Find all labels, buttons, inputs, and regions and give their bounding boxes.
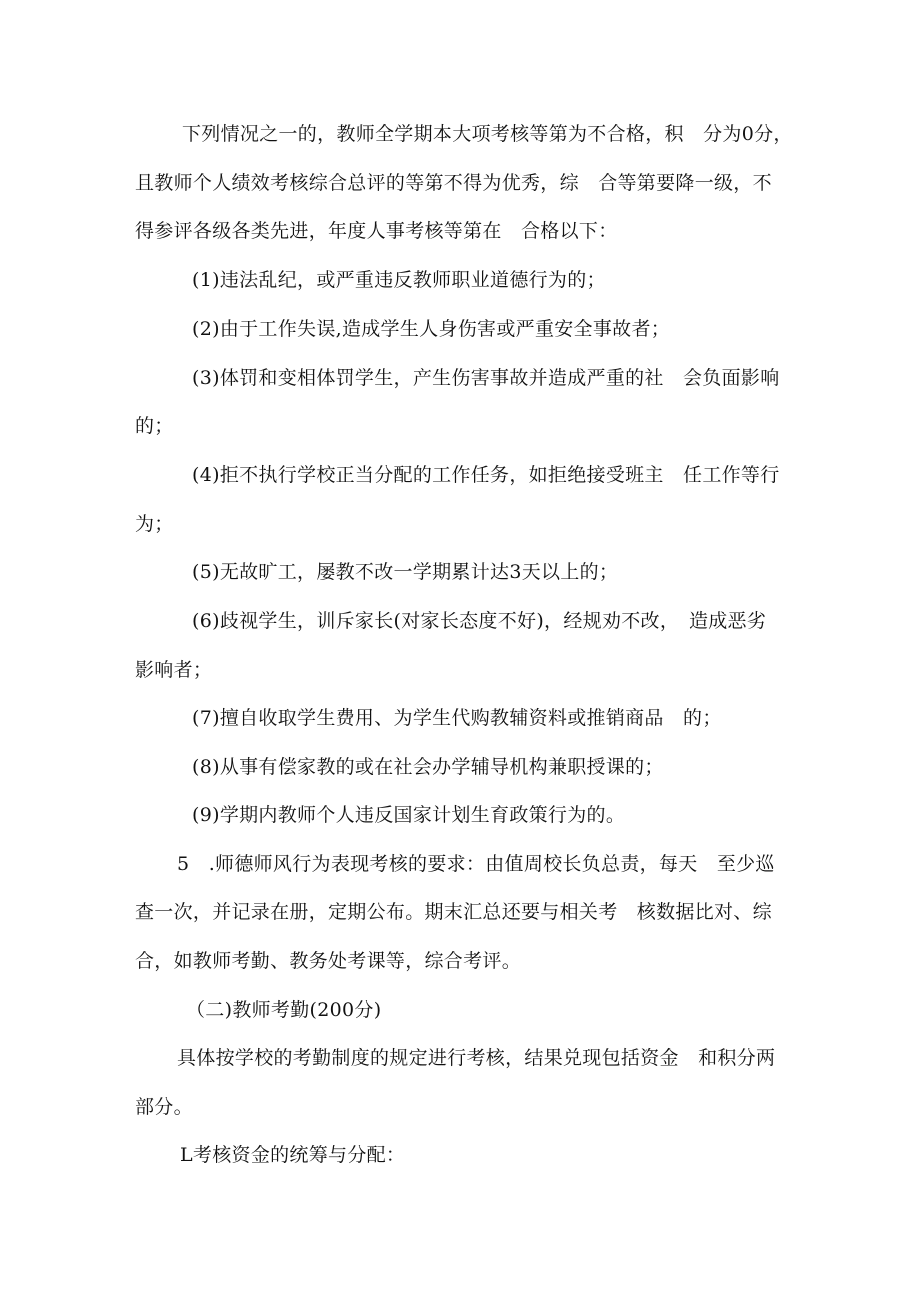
list-item: (4)拒不执行学校正当分配的工作任务，如拒绝接受班主 任工作等行 <box>192 464 780 486</box>
list-item: (5)无故旷工，屡教不改一学期累计达3天以上的； <box>192 561 619 583</box>
text-line: 影响者； <box>135 659 213 681</box>
list-item: (8)从事有偿家教的或在社会办学辅导机构兼职授课的； <box>192 756 664 778</box>
list-item: (1)违法乱纪，或严重违反教师职业道德行为的； <box>192 269 606 291</box>
text-line: 得参评各级各类先进，年度人事考核等第在 合格以下： <box>135 220 618 242</box>
text-line: 查一次，并记录在册，定期公布。期末汇总还要与相关考 核数据比对、综 <box>135 901 772 923</box>
text-line: 具体按学校的考勤制度的规定进行考核，结果兑现包括资金 和积分两 <box>177 1047 776 1069</box>
section-heading: （二)教师考勤(200分) <box>186 999 382 1021</box>
list-item: (2)由于工作失误,造成学生人身伤害或严重安全事故者； <box>192 318 671 340</box>
text-line: 且教师个人绩效考核综合总评的等第不得为优秀，综 合等第要降一级，不 <box>135 172 772 194</box>
list-item: (9)学期内教师个人违反国家计划生育政策行为的。 <box>192 804 626 826</box>
text-line: 5 .师德师风行为表现考核的要求：由值周校长负总责，每天 至少巡 <box>177 853 775 875</box>
list-item: (3)体罚和变相体罚学生，产生伤害事故并造成严重的社 会负面影响 <box>192 367 780 389</box>
list-item: (6)歧视学生，训斥家长(对家长态度不好)，经规劝不改， 造成恶劣 <box>192 610 767 632</box>
list-item: (7)擅自收取学生费用、为学生代购教辅资料或推销商品 的； <box>192 707 722 729</box>
text-line: 部分。 <box>135 1096 193 1118</box>
text-line: 的； <box>135 415 174 437</box>
text-line: 下列情况之一的，教师全学期本大项考核等第为不合格，积 分为0分， <box>182 123 793 145</box>
text-line: 为； <box>135 513 174 535</box>
text-line: 合，如教师考勤、教务处考课等，综合考评。 <box>135 950 522 972</box>
text-line: L考核资金的统筹与分配： <box>180 1144 406 1166</box>
